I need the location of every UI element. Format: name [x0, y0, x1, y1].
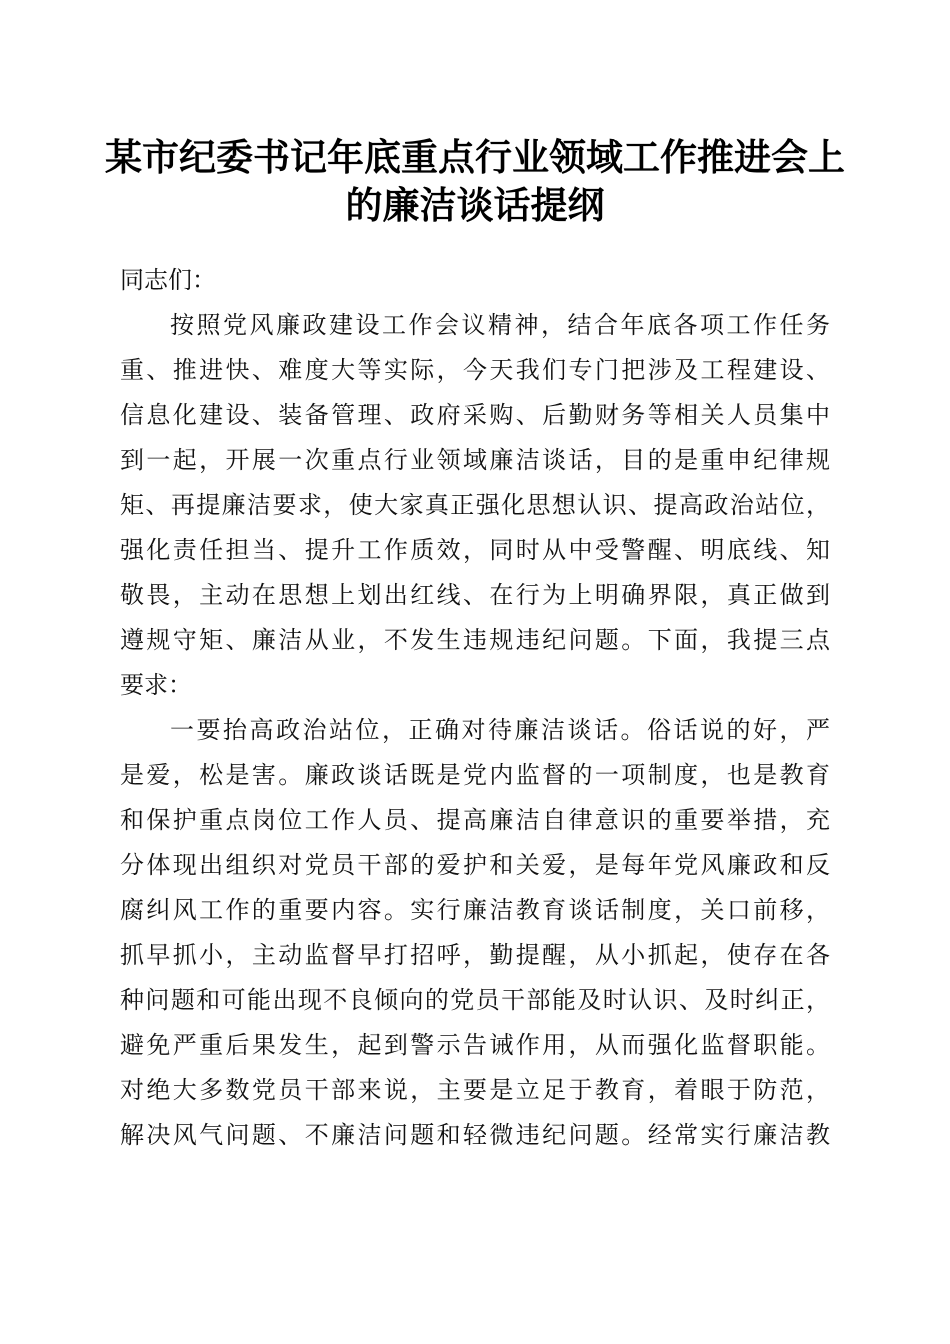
paragraph-line: 种问题和可能出现不良倾向的党员干部能及时认识、及时纠正， [120, 986, 830, 1014]
title-line-2: 的廉洁谈话提纲 [345, 183, 605, 227]
salutation: 同志们： [120, 266, 216, 294]
paragraph-line: 解决风气问题、不廉洁问题和轻微违纪问题。经常实行廉洁教 [120, 1121, 830, 1149]
paragraph-2 [120, 708, 830, 1158]
paragraph-line: 遵规守矩、廉洁从业，不发生违规违纪问题。下面，我提三点 [120, 626, 830, 654]
paragraph-line: 和保护重点岗位工作人员、提高廉洁自律意识的重要举措，充 [120, 806, 830, 834]
paragraph-line: 要求： [120, 671, 192, 699]
paragraph-line: 到一起，开展一次重点行业领域廉洁谈话，目的是重申纪律规 [120, 446, 830, 474]
title-line-1: 某市纪委书记年底重点行业领域工作推进会上 [105, 135, 845, 179]
document-body [120, 258, 830, 1158]
paragraph-line: 按照党风廉政建设工作会议精神，结合年底各项工作任务 [170, 311, 830, 339]
paragraph-line: 重、推进快、难度大等实际，今天我们专门把涉及工程建设、 [120, 356, 830, 384]
paragraph-line: 腐纠风工作的重要内容。实行廉洁教育谈话制度，关口前移， [120, 896, 830, 924]
paragraph-line: 避免严重后果发生，起到警示告诫作用，从而强化监督职能。 [120, 1031, 830, 1059]
document-title [100, 133, 850, 229]
paragraph-line: 是爱，松是害。廉政谈话既是党内监督的一项制度，也是教育 [120, 761, 830, 789]
paragraph-line: 抓早抓小，主动监督早打招呼，勤提醒，从小抓起，使存在各 [120, 941, 830, 969]
paragraph-line: 分体现出组织对党员干部的爱护和关爱，是每年党风廉政和反 [120, 851, 830, 879]
paragraph-line: 一要抬高政治站位，正确对待廉洁谈话。俗话说的好，严 [170, 716, 830, 744]
paragraph-line: 对绝大多数党员干部来说，主要是立足于教育，着眼于防范， [120, 1076, 830, 1104]
paragraph-line: 信息化建设、装备管理、政府采购、后勤财务等相关人员集中 [120, 401, 830, 429]
paragraph-line: 敬畏，主动在思想上划出红线、在行为上明确界限，真正做到 [120, 581, 830, 609]
paragraph-1 [120, 303, 830, 708]
paragraph-line: 强化责任担当、提升工作质效，同时从中受警醒、明底线、知 [120, 536, 830, 564]
paragraph-line: 矩、再提廉洁要求，使大家真正强化思想认识、提高政治站位， [120, 491, 830, 519]
